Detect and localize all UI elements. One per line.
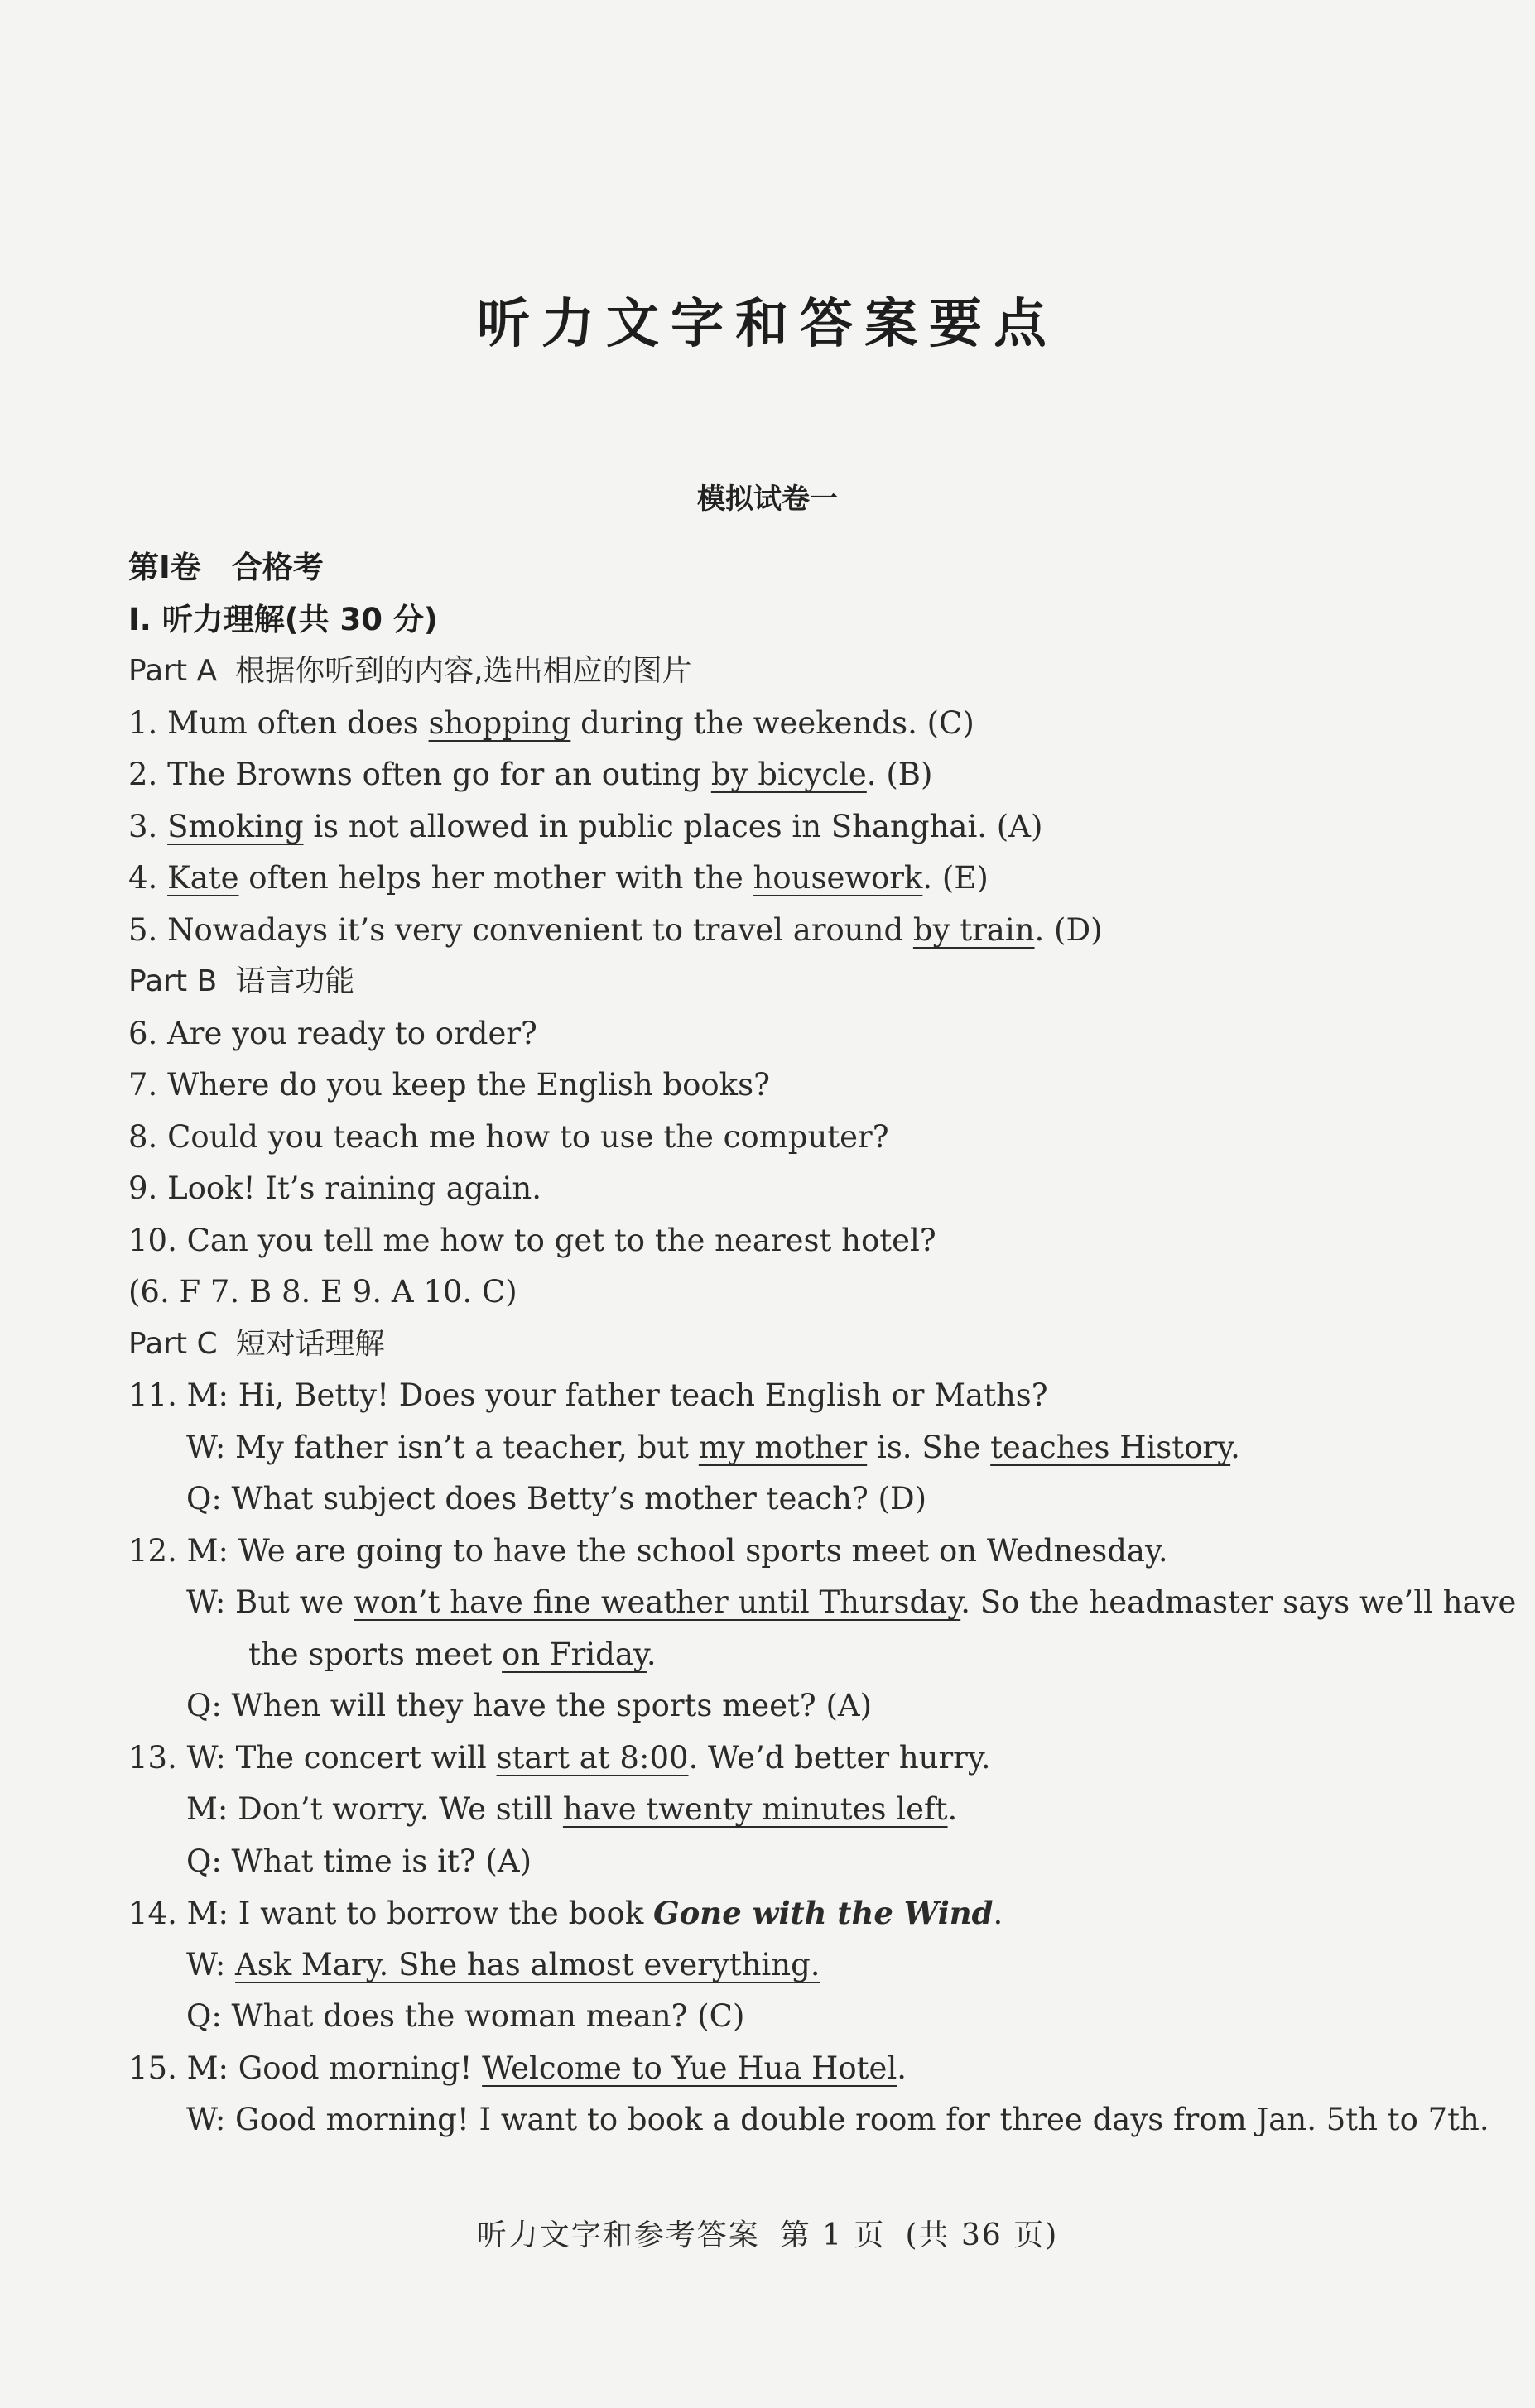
part-a-tag: Part A xyxy=(128,654,218,688)
item-8: 8. Could you teach me how to use the computer? xyxy=(128,1119,889,1155)
part-b-answers: (6. F 7. B 8. E 9. A 10. C) xyxy=(128,1274,517,1310)
part-a-heading xyxy=(128,651,692,691)
item-13-m: M: Don’t worry. We still have twenty minutes left. xyxy=(186,1791,958,1827)
item-6: 6. Are you ready to order? xyxy=(128,1016,537,1051)
item-14-w: W: Ask Mary. She has almost everything. xyxy=(186,1947,820,1983)
part-c-label: 短对话理解 xyxy=(235,1327,385,1361)
part-b-heading xyxy=(128,962,354,1002)
item-3: 3. Smoking is not allowed in public places in Shanghai. (A) xyxy=(128,809,1043,844)
footer-page-number: 第 1 页 xyxy=(779,2218,886,2252)
volume-heading: 第Ⅰ卷 合格考 xyxy=(128,550,324,585)
page-title: 听力文字和答案要点 xyxy=(477,294,1058,355)
item-12-m: 12. M: We are going to have the school sports meet on Wednesday. xyxy=(128,1533,1168,1569)
part-c-tag: Part C xyxy=(128,1327,218,1361)
item-14-m: 14. M: I want to borrow the book Gone with the Wind. xyxy=(128,1895,1003,1931)
part-b-label: 语言功能 xyxy=(235,964,355,998)
item-1: 1. Mum often does shopping during the weekends. (C) xyxy=(128,705,974,741)
paper-subtitle: 模拟试卷一 xyxy=(697,483,838,516)
item-5: 5. Nowadays it’s very convenient to travel around by train. (D) xyxy=(128,912,1103,948)
item-4: 4. Kate often helps her mother with the housework. (E) xyxy=(128,860,989,896)
section-heading: Ⅰ. 听力理解(共 30 分) xyxy=(128,602,438,637)
item-7: 7. Where do you keep the English books? xyxy=(128,1067,770,1103)
item-2: 2. The Browns often go for an outing by bicycle. (B) xyxy=(128,757,933,792)
item-15-m: 15. M: Good morning! Welcome to Yue Hua Hotel. xyxy=(128,2050,907,2086)
part-b-tag: Part B xyxy=(128,964,218,998)
item-12-w: W: But we won’t have fine weather until Thursday. So the headmaster says we’ll have xyxy=(186,1584,1517,1620)
item-11-w: W: My father isn’t a teacher, but my mother is. She teaches History. xyxy=(186,1430,1240,1465)
item-10: 10. Can you tell me how to get to the nearest hotel? xyxy=(128,1223,936,1258)
footer-doc-name: 听力文字和参考答案 xyxy=(476,2218,760,2252)
item-11-q: Q: What subject does Betty’s mother teach? (D) xyxy=(186,1481,927,1516)
page-footer xyxy=(0,2212,1535,2254)
item-12-q: Q: When will they have the sports meet? (A) xyxy=(186,1688,873,1723)
item-11-m: 11. M: Hi, Betty! Does your father teach English or Maths? xyxy=(128,1377,1048,1413)
item-14-q: Q: What does the woman mean? (C) xyxy=(186,1998,745,2034)
item-13-q: Q: What time is it? (A) xyxy=(186,1843,532,1879)
item-9: 9. Look! It’s raining again. xyxy=(128,1170,541,1206)
part-a-label: 根据你听到的内容,选出相应的图片 xyxy=(235,654,692,688)
item-15-w: W: Good morning! I want to book a double room for three days from Jan. 5th to 7th. xyxy=(186,2102,1489,2137)
item-13-w: 13. W: The concert will start at 8:00. We’d better hurry. xyxy=(128,1740,991,1776)
part-c-heading xyxy=(128,1324,385,1364)
item-12-w-cont: the sports meet on Friday. xyxy=(248,1637,657,1672)
footer-total-pages: (共 36 页) xyxy=(905,2218,1059,2252)
